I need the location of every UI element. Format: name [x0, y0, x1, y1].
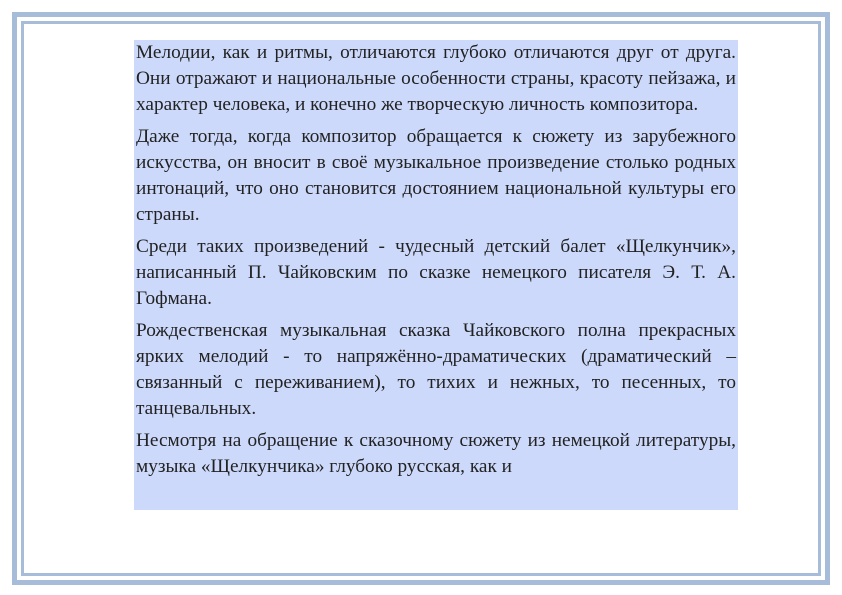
paragraph: Несмотря на обращение к сказочному сюжету из немецкой литературы, музыка «Щелкунчика» глубоко русская, как и [136, 430, 736, 477]
paragraph: Рождественская музыкальная сказка Чайковского полна прекрасных ярких мелодий - то напряжённо-драматических (драматический – связанный с переживанием), то тихих и нежных, то песенных, то танцевальных. [136, 320, 736, 419]
paragraph: Даже тогда, когда композитор обращается к сюжету из зарубежного искусства, он вносит в своё музыкальное произведение столько родных интонаций, что оно становится достоянием национальной культуры его страны. [136, 126, 736, 225]
paragraph: Среди таких произведений - чудесный детский балет «Щелкунчик», написанный П. Чайковским по сказке немецкого писателя Э. Т. А. Гофмана. [136, 236, 736, 309]
paragraph: Мелодии, как и ритмы, отличаются глубоко отличаются друг от друга. Они отражают и национальные особенности страны, красоту пейзажа, и характер человека, и конечно же творческую личность композитора. [136, 42, 736, 115]
text-block [134, 40, 738, 510]
